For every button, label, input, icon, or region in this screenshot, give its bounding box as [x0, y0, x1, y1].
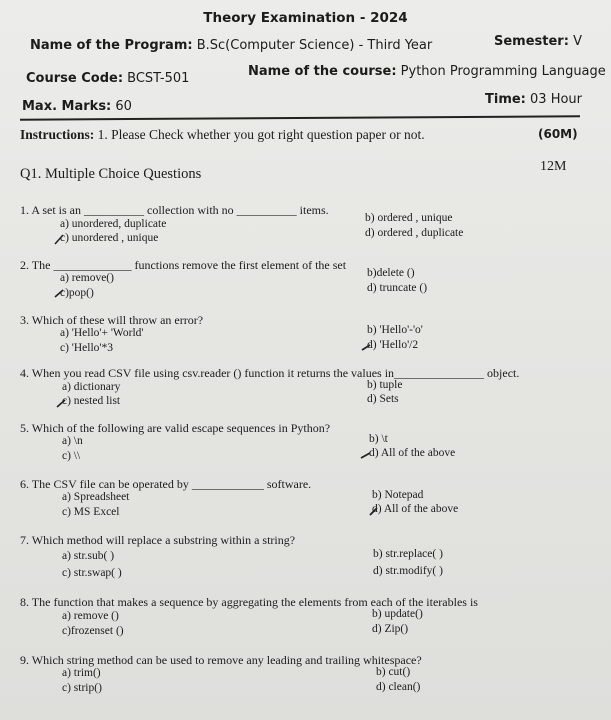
option-6b: b) Notepad	[372, 489, 424, 501]
option-1b: b) ordered , unique	[365, 212, 453, 224]
option-2b: b)delete ()	[367, 267, 415, 279]
option-9d: d) clean()	[376, 681, 421, 693]
option-6c: c) MS Excel	[62, 506, 120, 518]
option-1c: c) unordered , unique	[60, 232, 159, 244]
option-9b: b) cut()	[376, 666, 411, 678]
max-marks-line	[22, 99, 132, 114]
question-2: 2. The _____________ functions remove the first element of the set	[20, 258, 347, 272]
option-7a: a) str.sub( )	[62, 550, 115, 562]
tick-mark-icon	[360, 449, 370, 459]
section-marks: 12M	[540, 159, 567, 174]
course-code-line	[26, 71, 189, 86]
question-9: 9. Which string method can be used to remove any leading and trailing whitespace?	[20, 653, 422, 667]
option-3c: c) 'Hello'*3	[60, 342, 114, 354]
option-3d: d) 'Hello'/2	[367, 339, 419, 351]
option-5b: b) \t	[369, 433, 388, 445]
option-5c: c) \\	[62, 450, 81, 462]
option-4c: c) nested list	[62, 395, 121, 407]
tick-mark-icon	[369, 505, 379, 515]
time-value: 03 Hour	[530, 92, 583, 107]
program-label: Name of the Program:	[30, 38, 193, 53]
header-divider	[20, 115, 580, 120]
course-name-value: Python Programming Language	[400, 64, 606, 79]
option-2c: c)pop()	[60, 287, 94, 299]
course-name-line	[248, 64, 606, 79]
exam-title: Theory Examination - 2024	[203, 10, 408, 26]
option-8d: d) Zip()	[372, 623, 409, 635]
question-4: 4. When you read CSV file using csv.reader () function it returns the values in_______________ object.	[20, 366, 520, 380]
question-7: 7. Which method will replace a substring within a string?	[20, 533, 296, 547]
course-name-label: Name of the course:	[248, 64, 397, 79]
option-7b: b) str.replace( )	[373, 548, 443, 560]
tick-mark-icon	[54, 287, 64, 297]
tick-mark-icon	[361, 341, 371, 351]
tick-mark-icon	[54, 233, 64, 243]
option-4b: b) tuple	[367, 379, 403, 391]
option-8c: c)frozenset ()	[62, 625, 124, 637]
option-9c: c) strip()	[62, 682, 102, 694]
total-marks: (60M)	[538, 127, 578, 141]
question-5: 5. Which of the following are valid escape sequences in Python?	[20, 421, 331, 435]
max-marks-label: Max. Marks:	[22, 99, 112, 114]
instructions-text: 1. Please Check whether you got right question paper or not.	[97, 127, 425, 142]
course-code-label: Course Code:	[26, 71, 124, 86]
option-9a: a) trim()	[62, 667, 101, 679]
option-2a: a) remove()	[60, 272, 114, 284]
semester-line	[494, 34, 582, 49]
tick-mark-icon	[56, 397, 66, 407]
option-4a: a) dictionary	[62, 381, 121, 393]
program-line	[30, 38, 432, 53]
option-6a: a) Spreadsheet	[62, 491, 130, 503]
semester-value: V	[573, 34, 582, 49]
instructions-label: Instructions:	[20, 127, 95, 142]
instructions	[20, 127, 425, 143]
option-7c: c) str.swap( )	[62, 567, 122, 579]
question-6: 6. The CSV file can be operated by ____________ software.	[20, 477, 312, 491]
course-code-value: BCST-501	[127, 71, 190, 86]
program-value: B.Sc(Computer Science) - Third Year	[196, 38, 433, 53]
option-1a: a) unordered, duplicate	[60, 218, 167, 230]
option-5d: d) All of the above	[369, 447, 456, 459]
time-label: Time:	[485, 92, 526, 107]
option-3a: a) 'Hello'+ 'World'	[60, 327, 144, 339]
option-6d: d) All of the above	[372, 503, 459, 515]
max-marks-value: 60	[115, 99, 132, 114]
option-7d: d) str.modify( )	[373, 565, 443, 577]
option-4d: d) Sets	[367, 393, 399, 405]
option-8a: a) remove ()	[62, 610, 119, 622]
option-5a: a) \n	[62, 435, 83, 447]
question-3: 3. Which of these will throw an error?	[20, 313, 204, 327]
section-title: Q1. Multiple Choice Questions	[20, 166, 202, 182]
time-line	[485, 92, 582, 107]
question-8: 8. The function that makes a sequence by aggregating the elements from each of the iterables is	[20, 595, 478, 609]
question-1: 1. A set is an __________ collection with no __________ items.	[20, 203, 329, 217]
semester-label: Semester:	[494, 34, 569, 49]
option-3b: b) 'Hello'-'o'	[367, 324, 423, 336]
option-8b: b) update()	[372, 608, 423, 620]
option-1d: d) ordered , duplicate	[365, 227, 464, 239]
option-2d: d) truncate ()	[367, 282, 428, 294]
